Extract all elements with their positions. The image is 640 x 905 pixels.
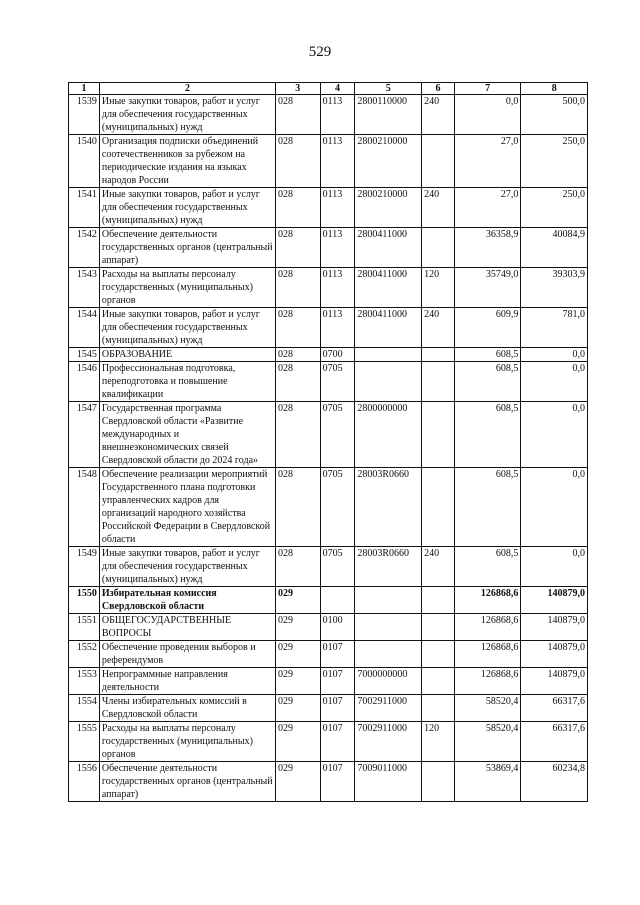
row-section-code: 0705 <box>320 547 355 587</box>
col-header-3: 3 <box>276 83 321 95</box>
row-amount-2023: 781,0 <box>521 308 588 348</box>
row-amount-2023: 60234,8 <box>521 762 588 802</box>
row-expense-type <box>422 695 455 722</box>
row-name: Расходы на выплаты персоналу государственных (муниципальных) органов <box>99 268 275 308</box>
row-name: ОБРАЗОВАНИЕ <box>99 348 275 362</box>
row-amount-2023: 250,0 <box>521 188 588 228</box>
row-expense-type <box>422 228 455 268</box>
row-number: 1554 <box>69 695 100 722</box>
row-amount-2022: 608,5 <box>454 468 521 547</box>
row-expense-type <box>422 402 455 468</box>
row-target-code: 28003R0660 <box>355 468 422 547</box>
row-ministry-code: 028 <box>276 95 321 135</box>
row-name: Непрограммные направления деятельности <box>99 668 275 695</box>
row-number: 1542 <box>69 228 100 268</box>
row-name: Обеспечение реализации мероприятий Государственного плана подготовки управленческих кадров для организаций народного хозяйства Российской Федерации в Свердловской области <box>99 468 275 547</box>
row-section-code: 0107 <box>320 695 355 722</box>
row-expense-type <box>422 641 455 668</box>
row-amount-2022: 35749,0 <box>454 268 521 308</box>
row-name: Организация подписки объединений соотечественников за рубежом на периодические издания на языках народов России <box>99 135 275 188</box>
row-number: 1546 <box>69 362 100 402</box>
row-amount-2022: 58520,4 <box>454 695 521 722</box>
row-name: Государственная программа Свердловской области «Развитие международных и внешнеэкономических связей Свердловской области до 2024 года» <box>99 402 275 468</box>
table-row <box>69 614 588 641</box>
table-row <box>69 587 588 614</box>
row-amount-2023: 0,0 <box>521 547 588 587</box>
row-ministry-code: 028 <box>276 547 321 587</box>
row-section-code: 0705 <box>320 468 355 547</box>
row-amount-2022: 608,5 <box>454 402 521 468</box>
row-amount-2022: 608,5 <box>454 547 521 587</box>
row-amount-2023: 500,0 <box>521 95 588 135</box>
row-ministry-code: 028 <box>276 402 321 468</box>
table-row <box>69 95 588 135</box>
table-row <box>69 402 588 468</box>
row-target-code: 2800411000 <box>355 228 422 268</box>
table-row <box>69 695 588 722</box>
row-target-code: 2800210000 <box>355 135 422 188</box>
row-section-code: 0113 <box>320 308 355 348</box>
row-amount-2022: 126868,6 <box>454 614 521 641</box>
row-target-code: 2800411000 <box>355 308 422 348</box>
row-expense-type <box>422 468 455 547</box>
row-amount-2022: 126868,6 <box>454 641 521 668</box>
row-amount-2023: 140879,0 <box>521 614 588 641</box>
table-row <box>69 188 588 228</box>
row-name: ОБЩЕГОСУДАРСТВЕННЫЕ ВОПРОСЫ <box>99 614 275 641</box>
row-section-code: 0107 <box>320 668 355 695</box>
row-section-code <box>320 587 355 614</box>
table-row <box>69 362 588 402</box>
row-amount-2023: 0,0 <box>521 348 588 362</box>
row-expense-type <box>422 135 455 188</box>
table-body <box>69 95 588 802</box>
row-number: 1556 <box>69 762 100 802</box>
row-section-code: 0107 <box>320 641 355 668</box>
row-amount-2023: 39303,9 <box>521 268 588 308</box>
row-target-code <box>355 614 422 641</box>
table-row <box>69 308 588 348</box>
table-row <box>69 228 588 268</box>
row-number: 1541 <box>69 188 100 228</box>
row-amount-2022: 27,0 <box>454 188 521 228</box>
row-ministry-code: 028 <box>276 188 321 228</box>
row-amount-2022: 27,0 <box>454 135 521 188</box>
row-ministry-code: 029 <box>276 641 321 668</box>
row-target-code <box>355 641 422 668</box>
row-target-code: 2800411000 <box>355 268 422 308</box>
row-amount-2022: 53869,4 <box>454 762 521 802</box>
row-ministry-code: 029 <box>276 695 321 722</box>
table-row <box>69 762 588 802</box>
row-ministry-code: 028 <box>276 135 321 188</box>
row-name: Иные закупки товаров, работ и услуг для обеспечения государственных (муниципальных) нужд <box>99 308 275 348</box>
row-amount-2023: 0,0 <box>521 402 588 468</box>
row-ministry-code: 029 <box>276 762 321 802</box>
row-number: 1539 <box>69 95 100 135</box>
row-section-code: 0113 <box>320 268 355 308</box>
row-ministry-code: 028 <box>276 308 321 348</box>
row-ministry-code: 029 <box>276 614 321 641</box>
table-header-row <box>69 83 588 95</box>
row-expense-type <box>422 362 455 402</box>
row-name: Иные закупки товаров, работ и услуг для обеспечения государственных (муниципальных) нужд <box>99 547 275 587</box>
row-expense-type <box>422 614 455 641</box>
row-target-code: 7000000000 <box>355 668 422 695</box>
row-number: 1547 <box>69 402 100 468</box>
row-expense-type: 240 <box>422 188 455 228</box>
row-target-code: 28003R0660 <box>355 547 422 587</box>
row-target-code: 2800110000 <box>355 95 422 135</box>
row-amount-2022: 36358,9 <box>454 228 521 268</box>
row-expense-type <box>422 668 455 695</box>
row-ministry-code: 029 <box>276 587 321 614</box>
col-header-5: 5 <box>355 83 422 95</box>
row-section-code: 0107 <box>320 722 355 762</box>
col-header-4: 4 <box>320 83 355 95</box>
col-header-6: 6 <box>422 83 455 95</box>
row-section-code: 0700 <box>320 348 355 362</box>
table-row <box>69 547 588 587</box>
row-amount-2023: 0,0 <box>521 362 588 402</box>
col-header-8: 8 <box>521 83 588 95</box>
row-number: 1551 <box>69 614 100 641</box>
row-section-code: 0113 <box>320 228 355 268</box>
row-section-code: 0100 <box>320 614 355 641</box>
row-number: 1540 <box>69 135 100 188</box>
row-ministry-code: 028 <box>276 268 321 308</box>
row-expense-type <box>422 762 455 802</box>
row-target-code <box>355 587 422 614</box>
row-amount-2022: 126868,6 <box>454 587 521 614</box>
table-row <box>69 135 588 188</box>
row-number: 1550 <box>69 587 100 614</box>
row-ministry-code: 028 <box>276 348 321 362</box>
row-ministry-code: 028 <box>276 362 321 402</box>
row-name: Обеспечение деятельности государственных органов (центральный аппарат) <box>99 228 275 268</box>
row-amount-2023: 140879,0 <box>521 641 588 668</box>
row-name: Обеспечение проведения выборов и референдумов <box>99 641 275 668</box>
row-ministry-code: 028 <box>276 228 321 268</box>
row-expense-type <box>422 587 455 614</box>
row-number: 1552 <box>69 641 100 668</box>
table-row <box>69 348 588 362</box>
row-amount-2022: 608,5 <box>454 348 521 362</box>
row-amount-2022: 609,9 <box>454 308 521 348</box>
row-target-code: 2800210000 <box>355 188 422 228</box>
row-amount-2022: 58520,4 <box>454 722 521 762</box>
row-amount-2023: 140879,0 <box>521 587 588 614</box>
row-section-code: 0705 <box>320 402 355 468</box>
row-expense-type: 240 <box>422 95 455 135</box>
row-number: 1544 <box>69 308 100 348</box>
row-expense-type: 120 <box>422 722 455 762</box>
col-header-7: 7 <box>454 83 521 95</box>
row-amount-2023: 250,0 <box>521 135 588 188</box>
row-expense-type: 240 <box>422 308 455 348</box>
row-section-code: 0113 <box>320 95 355 135</box>
row-ministry-code: 028 <box>276 468 321 547</box>
row-target-code: 2800000000 <box>355 402 422 468</box>
row-number: 1548 <box>69 468 100 547</box>
row-section-code: 0113 <box>320 135 355 188</box>
row-amount-2022: 126868,6 <box>454 668 521 695</box>
row-target-code: 7002911000 <box>355 695 422 722</box>
row-amount-2023: 40084,9 <box>521 228 588 268</box>
row-amount-2022: 608,5 <box>454 362 521 402</box>
row-amount-2023: 66317,6 <box>521 722 588 762</box>
page-number: 529 <box>308 44 332 60</box>
row-amount-2022: 0,0 <box>454 95 521 135</box>
row-number: 1549 <box>69 547 100 587</box>
row-ministry-code: 029 <box>276 722 321 762</box>
col-header-2: 2 <box>99 83 275 95</box>
row-amount-2023: 140879,0 <box>521 668 588 695</box>
row-section-code: 0107 <box>320 762 355 802</box>
row-name: Профессиональная подготовка, переподготовка и повышение квалификации <box>99 362 275 402</box>
row-section-code: 0705 <box>320 362 355 402</box>
row-name: Обеспечение деятельности государственных органов (центральный аппарат) <box>99 762 275 802</box>
row-number: 1553 <box>69 668 100 695</box>
row-name: Члены избирательных комиссий в Свердловской области <box>99 695 275 722</box>
table-row <box>69 268 588 308</box>
row-number: 1555 <box>69 722 100 762</box>
row-amount-2023: 0,0 <box>521 468 588 547</box>
row-name: Избирательная комиссия Свердловской области <box>99 587 275 614</box>
row-name: Иные закупки товаров, работ и услуг для обеспечения государственных (муниципальных) нужд <box>99 188 275 228</box>
row-target-code: 7009011000 <box>355 762 422 802</box>
budget-table <box>68 82 588 802</box>
row-ministry-code: 029 <box>276 668 321 695</box>
row-expense-type <box>422 348 455 362</box>
row-expense-type: 240 <box>422 547 455 587</box>
row-name: Расходы на выплаты персоналу государственных (муниципальных) органов <box>99 722 275 762</box>
table-row <box>69 722 588 762</box>
table-row <box>69 641 588 668</box>
row-name: Иные закупки товаров, работ и услуг для обеспечения государственных (муниципальных) нужд <box>99 95 275 135</box>
row-target-code <box>355 362 422 402</box>
col-header-1: 1 <box>69 83 100 95</box>
row-amount-2023: 66317,6 <box>521 695 588 722</box>
table-row <box>69 468 588 547</box>
row-section-code: 0113 <box>320 188 355 228</box>
row-expense-type: 120 <box>422 268 455 308</box>
row-number: 1543 <box>69 268 100 308</box>
table-row <box>69 668 588 695</box>
row-number: 1545 <box>69 348 100 362</box>
row-target-code <box>355 348 422 362</box>
row-target-code: 7002911000 <box>355 722 422 762</box>
